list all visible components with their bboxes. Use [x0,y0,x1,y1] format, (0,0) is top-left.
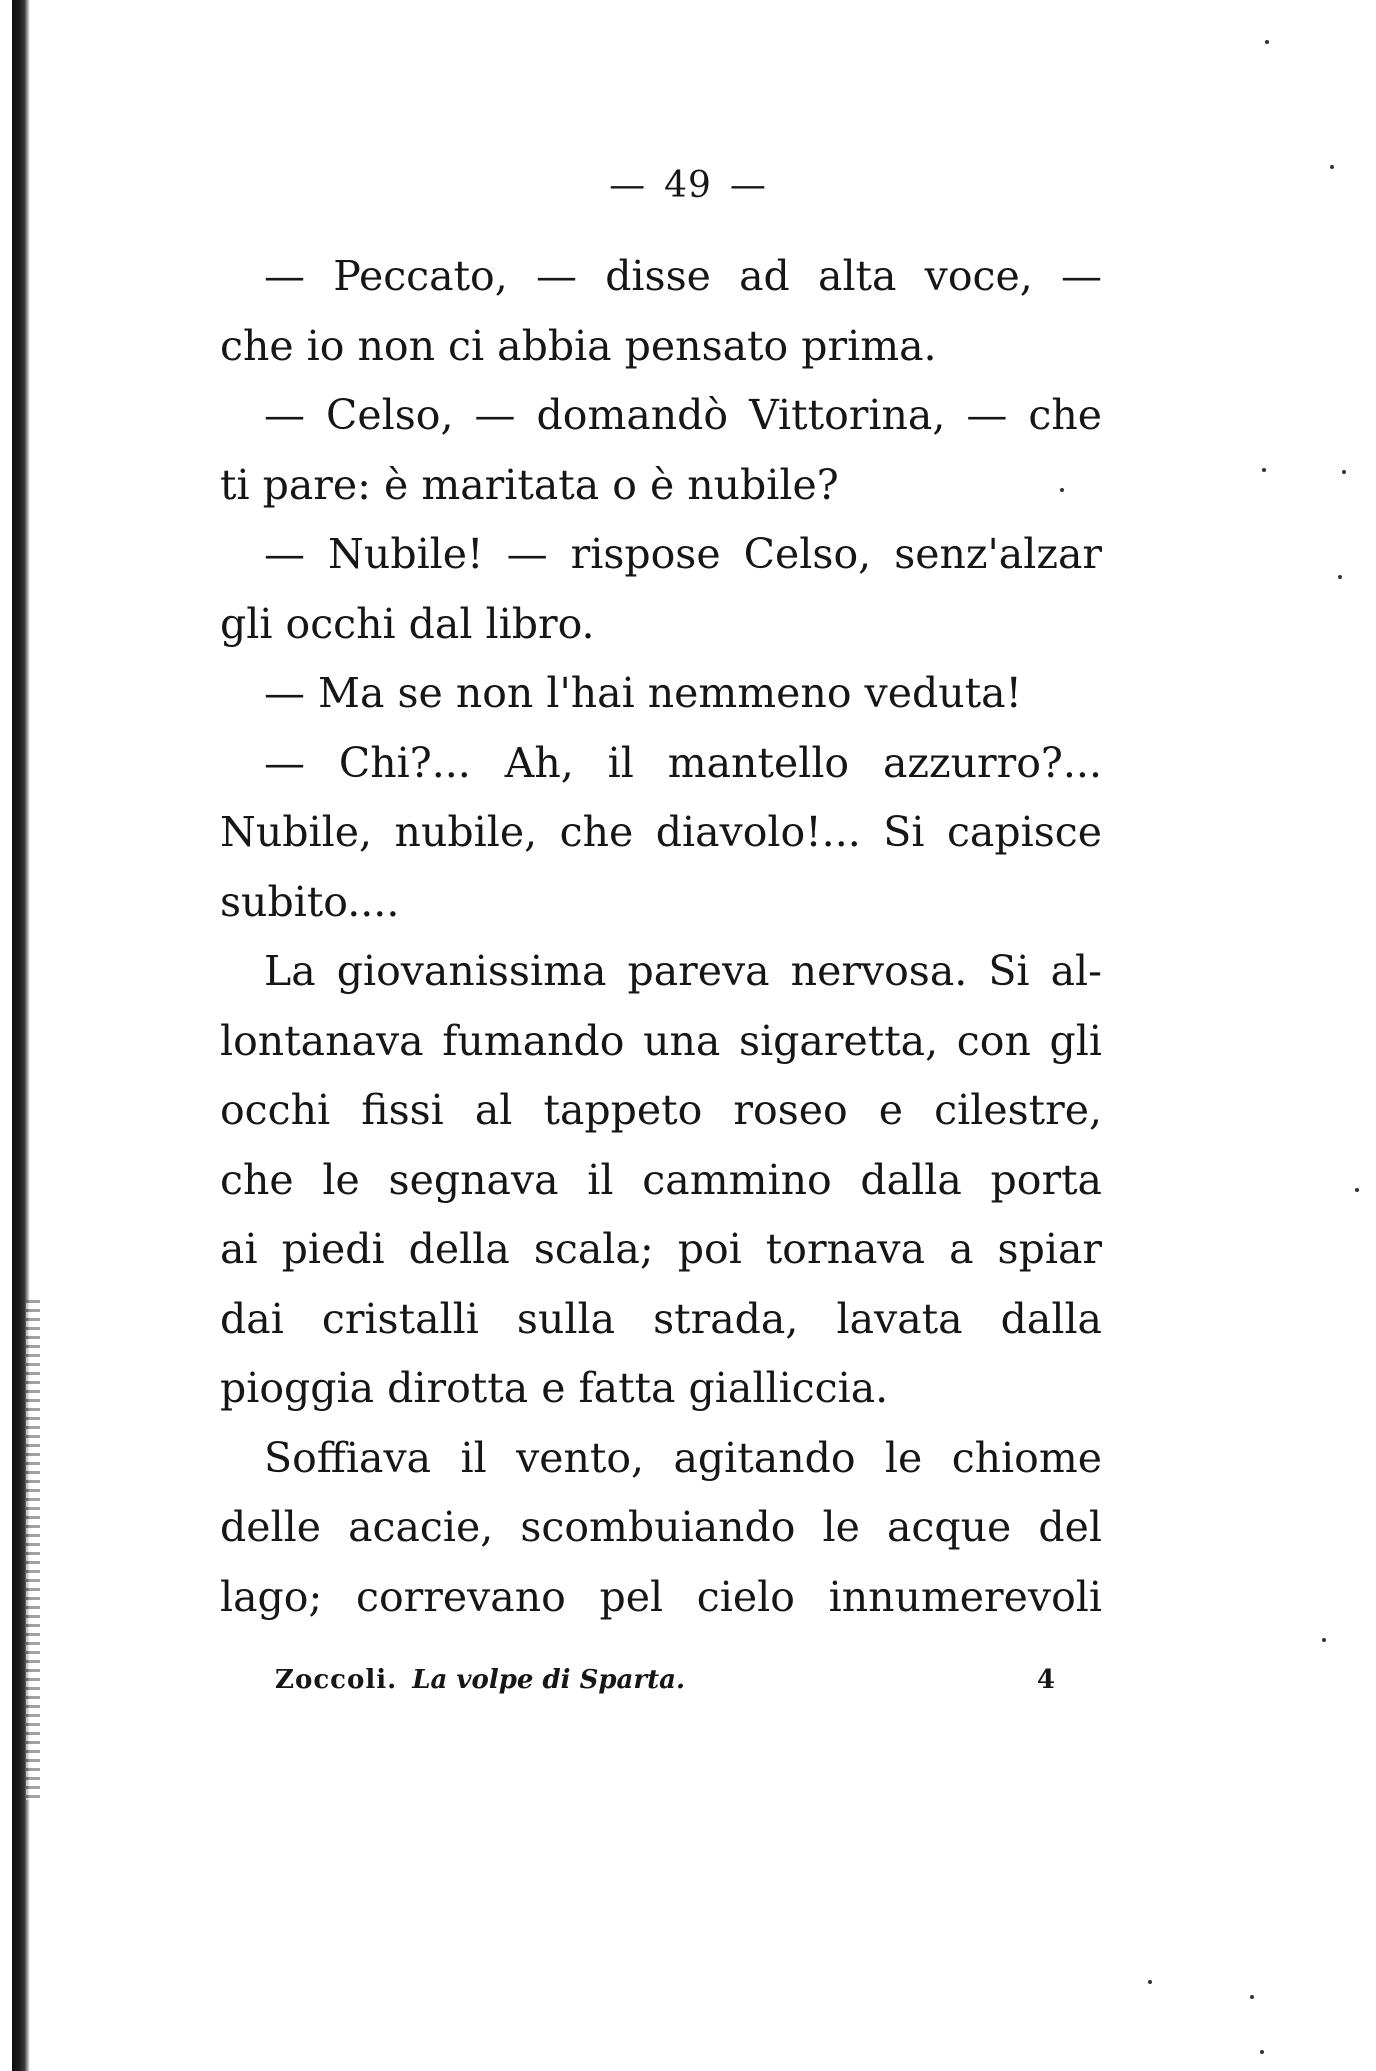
binding-speckle [26,1300,40,1800]
text-line: che io non ci abbia pensato prima. [220,321,937,370]
text-line: lago; correvano pel cielo innumerevoli [220,1572,1102,1621]
body-text [220,242,1102,1632]
footer-author: Zoccoli. [275,1665,398,1695]
text-line: gli occhi dal libro. [220,599,595,648]
footer-signature-mark: 4 [1036,1665,1055,1695]
scan-speck [1338,575,1342,579]
page-number-dash-left: — [609,165,647,206]
text-line: ti pare: è maritata o è nubile? [220,460,839,509]
page-number-dash-right: — [729,165,767,206]
text-line: — Ma se non l'hai nemmeno veduta! [264,669,1023,717]
text-line: Soffiava il vento, agitando le chiome [264,1433,1102,1482]
footer-book-title: La volpe di Sparta. [412,1665,685,1695]
text-line: delle acacie, scombuiando le acque del [220,1503,1102,1551]
text-line: ai piedi della scala; poi tornava a spiar [220,1225,1102,1273]
text-line: Nubile, nubile, che diavolo!... Si capisce [220,808,1102,856]
page-number [0,165,1376,206]
scan-speck [1148,1980,1152,1984]
text-line: La giovanissima pareva nervosa. Si al- [264,947,1102,995]
text-line: — Nubile! — rispose Celso, senz'alzar [264,530,1102,578]
scan-speck [1260,2050,1264,2054]
text-line: — Celso, — domandò Vittorina, — che [264,391,1102,439]
text-line: occhi fissi al tappeto roseo e cilestre, [220,1086,1102,1134]
text-line: pioggia dirotta e fatta gialliccia. [220,1364,889,1412]
scan-speck [1265,40,1269,44]
text-line: — Chi?... Ah, il mantello azzurro?... [264,738,1102,787]
page-number-value: 49 [664,165,712,206]
scan-speck [1355,1188,1359,1192]
text-line: dai cristalli sulla strada, lavata dalla [220,1294,1102,1343]
text-line: subito.... [220,877,400,926]
scan-speck [1250,1995,1254,1999]
scan-speck [1322,1638,1326,1642]
scan-speck [1060,488,1064,492]
scan-speck [1262,468,1266,472]
scan-speck [1330,165,1334,169]
text-line: lontanava fumando una sigaretta, con gli [220,1016,1102,1065]
text-line: che le segnava il cammino dalla porta [220,1155,1102,1204]
page-footer [275,1665,1075,1705]
scan-speck [1342,470,1346,474]
text-line: — Peccato, — disse ad alta voce, — [264,252,1102,300]
